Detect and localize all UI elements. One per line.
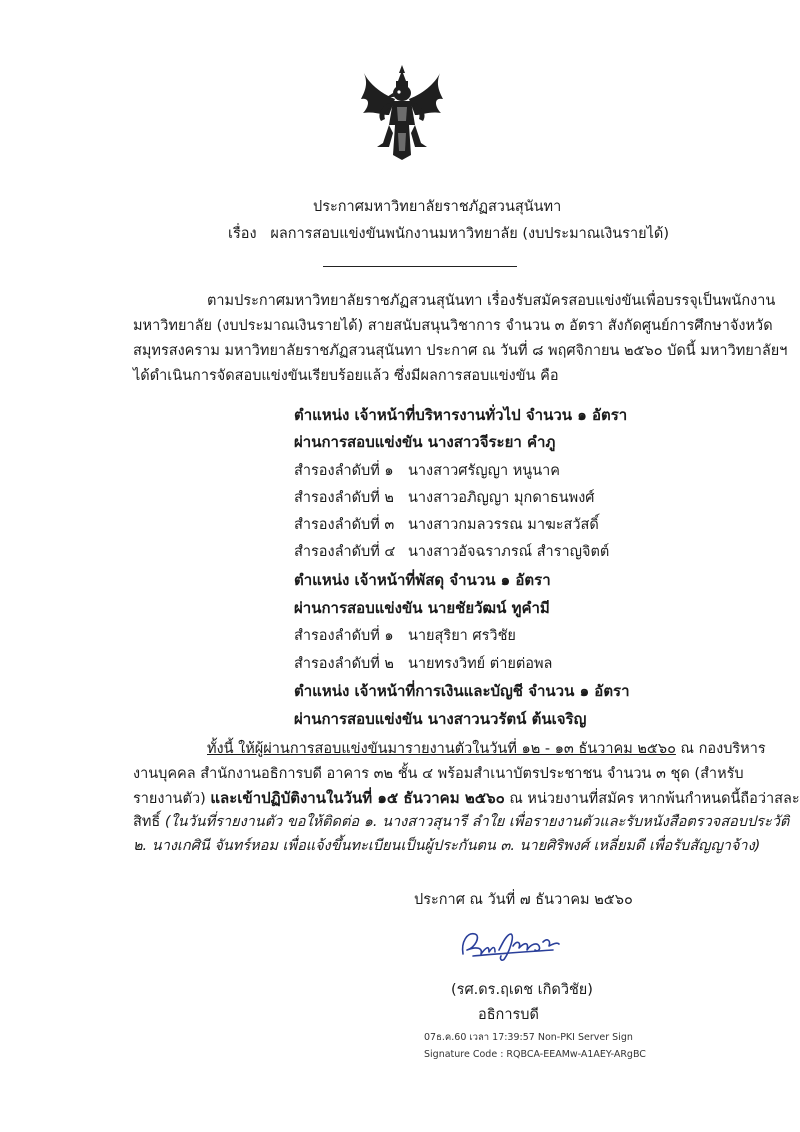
notice-line-4 [133,810,789,833]
subject-text: ผลการสอบแข่งขันพนักงานมหาวิทยาลัย (งบประมาณเงินรายได้) [270,226,669,242]
reserve-rank: สำรองลำดับที่ ๑ [294,628,394,644]
notice-line-2: งานบุคคล สำนักงานอธิการบดี อาคาร ๓๒ ชั้น ๔ พร้อมสำเนาบัตรประชาชน จำนวน ๓ ชุด (สำหรับ [133,766,744,782]
reserve-name: นางสาวอภิญญา มุกดาธนพงศ์ [408,490,595,506]
notice-text: ณ กองบริหาร [675,741,766,757]
notice-line-1 [207,737,766,760]
position-title: ตำแหน่ง เจ้าหน้าที่พัสดุ จำนวน ๑ อัตรา [294,571,551,589]
reserve-rank: สำรองลำดับที่ ๒ [294,490,394,506]
intro-line-3: สมุทรสงคราม มหาวิทยาลัยราชภัฏสวนสุนันทา ประกาศ ณ วันที่ ๘ พฤศจิกายน ๒๕๖๐ บัดนี้ มหาวิทยาลัยฯ [133,343,788,359]
notice-line-3 [133,786,800,810]
contact-note: (ในวันที่รายงานตัว ขอให้ติดต่อ ๑. นางสาวสุนารี ลำใย เพื่อรายงานตัวและรับหนังสือตรวจสอบประวัติ [164,814,790,830]
intro-line-4: ได้ดำเนินการจัดสอบแข่งขันเรียบร้อยแล้ว ซึ่งมีผลการสอบแข่งขัน คือ [133,368,559,384]
intro-line-2: มหาวิทยาลัย (งบประมาณเงินรายได้) สายสนับสนุนวิชาการ จำนวน ๓ อัตรา สังกัดศูนย์การศึกษาจังหวัด [133,318,773,334]
announce-date: ประกาศ ณ วันที่ ๗ ธันวาคม ๒๕๖๐ [414,892,633,908]
position-passed: ผ่านการสอบแข่งขัน นายชัยวัฒน์ ทูคำมี [294,599,550,617]
reserve-name: นายทรงวิทย์ ต่ายต่อพล [408,656,553,672]
position-title: ตำแหน่ง เจ้าหน้าที่การเงินและบัญชี จำนวน ๑ อัตรา [294,682,630,700]
start-work-date: และเข้าปฏิบัติงานในวันที่ ๑๕ ธันวาคม ๒๕๖๐ [210,789,505,807]
reserve-name: นางสาวอัจฉราภรณ์ สำราญจิตต์ [408,544,610,560]
reserve-name: นางสาวศรัญญา หนูนาค [408,463,560,479]
position-title: ตำแหน่ง เจ้าหน้าที่บริหารงานทั่วไป จำนวน ๑ อัตรา [294,406,628,424]
intro-line-1: ตามประกาศมหาวิทยาลัยราชภัฏสวนสุนันทา เรื่องรับสมัครสอบแข่งขันเพื่อบรรจุเป็นพนักงาน [207,293,776,309]
garuda-emblem-icon [359,63,445,161]
subject-label: เรื่อง [228,226,257,242]
notice-text: รายงานตัว) [133,791,211,807]
reserve-rank: สำรองลำดับที่ ๒ [294,656,394,672]
signature-code: Signature Code : RQBCA-EEAMw-A1AEY-ARgBC [424,1049,646,1060]
position-passed: ผ่านการสอบแข่งขัน นางสาวนวรัตน์ ต้นเจริญ [294,710,587,728]
announcement-title: ประกาศมหาวิทยาลัยราชภัฏสวนสุนันทา [313,199,562,215]
handwritten-signature [453,924,565,964]
position-passed: ผ่านการสอบแข่งขัน นางสาวจีระยา คำภู [294,433,556,451]
reserve-rank: สำรองลำดับที่ ๔ [294,544,396,560]
sign-timestamp: 07ธ.ค.60 เวลา 17:39:57 Non-PKI Server Sign [424,1032,633,1043]
reserve-name: นางสาวกมลวรรณ มาฆะสวัสดิ์ [408,517,599,533]
notice-text: สิทธิ์ [133,814,165,830]
header-divider [323,266,517,267]
notice-line-5: ๒. นางเกศินี จันทร์หอม เพื่อแจ้งขึ้นทะเบียนเป็นผู้ประกันตน ๓. นายศิริพงศ์ เหลี่ยมดี เพื่อรับสัญญาจ้าง) [133,838,761,854]
signer-title: อธิการบดี [478,1007,539,1023]
reserve-name: นายสุริยา ศรวิชัย [408,628,516,644]
notice-text: ณ หน่วยงานที่สมัคร หากพ้นกำหนดนี้ถือว่าสละ [504,791,800,807]
reserve-rank: สำรองลำดับที่ ๓ [294,517,395,533]
signer-name: (รศ.ดร.ฤเดช เกิดวิชัย) [451,982,593,998]
report-dates: ทั้งนี้ ให้ผู้ผ่านการสอบแข่งขันมารายงานตัวในวันที่ ๑๒ - ๑๓ ธันวาคม ๒๕๖๐ [207,741,676,757]
reserve-rank: สำรองลำดับที่ ๑ [294,463,394,479]
subject-line [228,222,669,245]
